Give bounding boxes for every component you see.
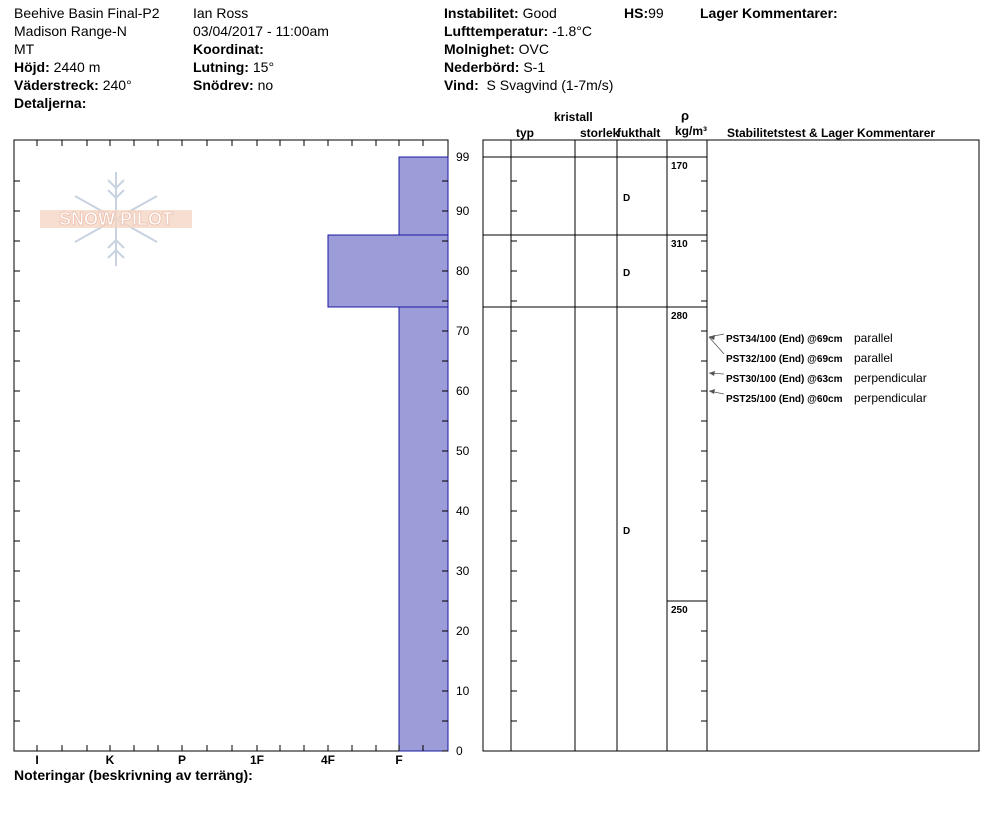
col-stability: Stabilitetstest & Lager Kommentarer: [727, 126, 936, 140]
density-label-1: 310: [671, 239, 688, 250]
col-fukthalt: fukthalt: [617, 126, 661, 140]
test-comment-0: parallel: [854, 331, 893, 345]
precip-value: S-1: [523, 59, 546, 75]
sky-value: OVC: [518, 41, 549, 57]
layer-comments-label: Lager Kommentarer:: [700, 5, 838, 21]
hardness-bar-0: [399, 157, 448, 235]
moisture-labels: [623, 193, 630, 537]
observation-datetime: 03/04/2017 - 11:00am: [193, 23, 329, 39]
airtemp-value: -1.8°C: [552, 23, 592, 39]
state-name: MT: [14, 41, 35, 57]
instability-label: Instabilitet:: [444, 5, 519, 21]
height-label-40: 40: [456, 504, 470, 518]
wind-value: S Svagvind (1-7m/s): [486, 77, 614, 93]
test-arrow-icon-3: [709, 389, 715, 394]
density-labels: [671, 161, 688, 616]
sky-label: Molnighet:: [444, 41, 515, 57]
hardness-ticks: [14, 140, 448, 751]
hardness-label-K: K: [105, 753, 115, 767]
stability-tests: [709, 331, 927, 405]
height-label-0: 0: [456, 744, 463, 758]
test-label-1: PST32/100 (End) @69cm: [726, 354, 843, 365]
elevation-label: Höjd:: [14, 59, 50, 75]
hs-value: 99: [648, 5, 664, 21]
notes-label: Noteringar (beskrivning av terräng):: [14, 767, 253, 783]
height-label-10: 10: [456, 684, 470, 698]
range-name: Madison Range-N: [14, 23, 127, 39]
test-comment-3: perpendicular: [854, 391, 927, 405]
test-arrow-icon-1: [709, 335, 715, 340]
precip-label: Nederbörd:: [444, 59, 520, 75]
aspect-label: Väderstreck:: [14, 77, 99, 93]
height-axis-labels: [456, 150, 470, 758]
hardness-label-I: I: [35, 753, 39, 767]
aspect-value: 240°: [102, 77, 132, 93]
col-storlek: storlek: [580, 126, 620, 140]
moisture-label-0: D: [623, 193, 631, 204]
test-label-0: PST34/100 (End) @69cm: [726, 334, 843, 345]
details-label: Detaljerna:: [14, 95, 87, 111]
hardness-label-P: P: [177, 753, 187, 767]
hardness-label-1F: 1F: [249, 753, 265, 767]
height-label-20: 20: [456, 624, 470, 638]
layer-table-columns: [511, 140, 707, 751]
density-label-0: 170: [671, 161, 688, 172]
col-kristall: kristall: [554, 110, 593, 124]
instability-value: Good: [522, 5, 557, 21]
col-typ: typ: [516, 126, 534, 140]
slope-label: Lutning:: [193, 59, 249, 75]
moisture-label-2: D: [623, 526, 631, 537]
drift-label: Snödrev:: [193, 77, 254, 93]
test-pointer-1: [709, 337, 724, 354]
moisture-label-1: D: [623, 268, 631, 279]
hardness-axis-labels: [35, 753, 402, 767]
hardness-frame: [14, 140, 448, 751]
density-label-2: 280: [671, 311, 688, 322]
density-label-3: 250: [671, 605, 688, 616]
height-label-50: 50: [456, 444, 470, 458]
layer-table-frame: [483, 140, 979, 751]
test-label-2: PST30/100 (End) @63cm: [726, 374, 843, 385]
hardness-bars: [328, 157, 448, 751]
drift-value: no: [257, 77, 274, 93]
wind-label: Vind:: [444, 77, 479, 93]
test-comment-1: parallel: [854, 351, 893, 365]
hs-label: HS:: [624, 5, 649, 21]
hardness-bar-1: [328, 235, 448, 307]
height-label-30: 30: [456, 564, 470, 578]
height-label-80: 80: [456, 264, 470, 278]
slope-value: 15°: [252, 59, 275, 75]
layer-table-rows: [483, 157, 707, 601]
snowflake-logo-icon: [40, 172, 192, 266]
col-rho: ρ: [681, 108, 690, 123]
test-arrow-icon-2: [709, 371, 715, 376]
elevation-value: 2440 m: [53, 59, 101, 75]
airtemp-label: Lufttemperatur:: [444, 23, 549, 39]
height-label-60: 60: [456, 384, 470, 398]
height-label-99: 99: [456, 150, 470, 164]
test-comment-2: perpendicular: [854, 371, 927, 385]
observer-name: Ian Ross: [193, 5, 249, 21]
logo-text: SNOW PILOT: [59, 209, 173, 229]
col-density-unit: kg/m³: [675, 124, 708, 138]
coordinate-label: Koordinat:: [193, 41, 264, 57]
hardness-label-F: F: [395, 753, 403, 767]
hardness-bar-2: [399, 307, 448, 751]
hardness-label-4F: 4F: [320, 753, 336, 767]
test-label-3: PST25/100 (End) @60cm: [726, 394, 843, 405]
height-label-90: 90: [456, 204, 470, 218]
location-name: Beehive Basin Final-P2: [14, 5, 160, 21]
height-label-70: 70: [456, 324, 470, 338]
